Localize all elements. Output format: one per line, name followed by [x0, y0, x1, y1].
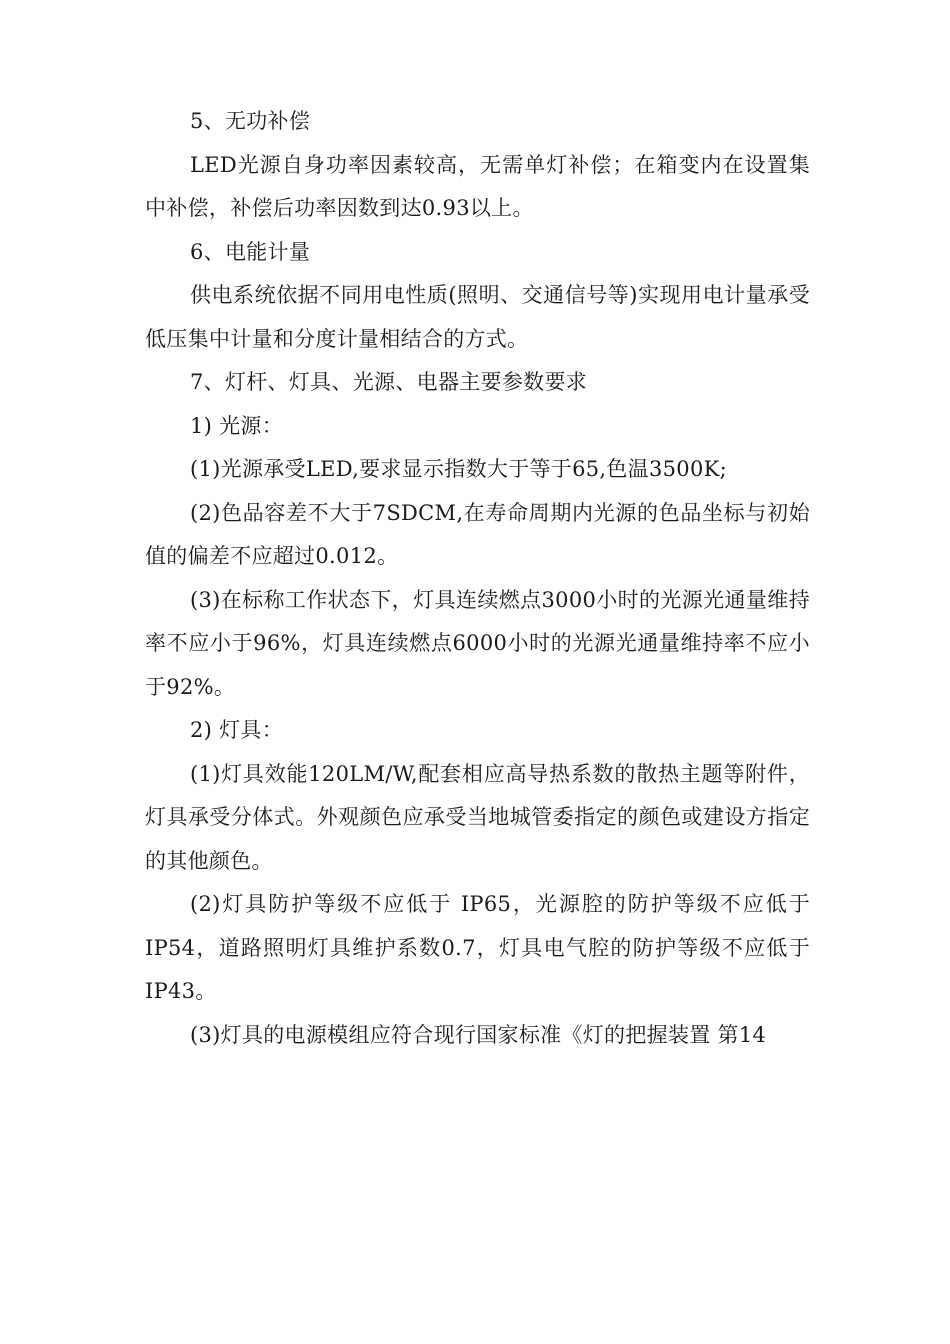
paragraph-light-source-1: (1)光源承受LED,要求显示指数大于等于65,色温3500K;	[190, 457, 727, 481]
paragraph-light-source-2: (2)色品容差不大于7SDCM,在寿命周期内光源的色品坐标与初始值的偏差不应超过0.012。	[145, 500, 810, 568]
section-heading-reactive-compensation: 5、无功补偿	[190, 109, 311, 133]
paragraph-luminaire-2: (2)灯具防护等级不应低于 IP65，光源腔的防护等级不应低于IP54，道路照明灯具维护系数0.7，灯具电气腔的防护等级不应低于IP43。	[145, 892, 810, 1003]
paragraph-light-source-3: (3)在标称工作状态下，灯具连续燃点3000小时的光源光通量维持率不应小于96%，灯具连续燃点6000小时的光源光通量维持率不应小于92%。	[145, 587, 810, 699]
subheading-light-source: 1) 光源：	[190, 413, 284, 438]
paragraph-luminaire-1: (1)灯具效能120LM/W,配套相应高导热系数的散热主题等附件，灯具承受分体式。外观颜色应承受当地城管委指定的颜色或建设方指定的其他颜色。	[145, 761, 810, 873]
document-body	[145, 100, 810, 1057]
paragraph-reactive-compensation: LED光源自身功率因素较高，无需单灯补偿；在箱变内在设置集中补偿，补偿后功率因数到达0.93以上。	[145, 152, 810, 220]
subheading-luminaire: 2) 灯具：	[190, 718, 284, 742]
section-heading-energy-metering: 6、电能计量	[190, 239, 311, 264]
paragraph-luminaire-3: (3)灯具的电源模组应符合现行国家标准《灯的把握装置 第14	[190, 1022, 767, 1047]
section-heading-parameters: 7、灯杆、灯具、光源、电器主要参数要求	[190, 370, 588, 394]
paragraph-energy-metering: 供电系统依据不同用电性质(照明、交通信号等)实现用电计量承受低压集中计量和分度计量相结合的方式。	[145, 283, 810, 351]
